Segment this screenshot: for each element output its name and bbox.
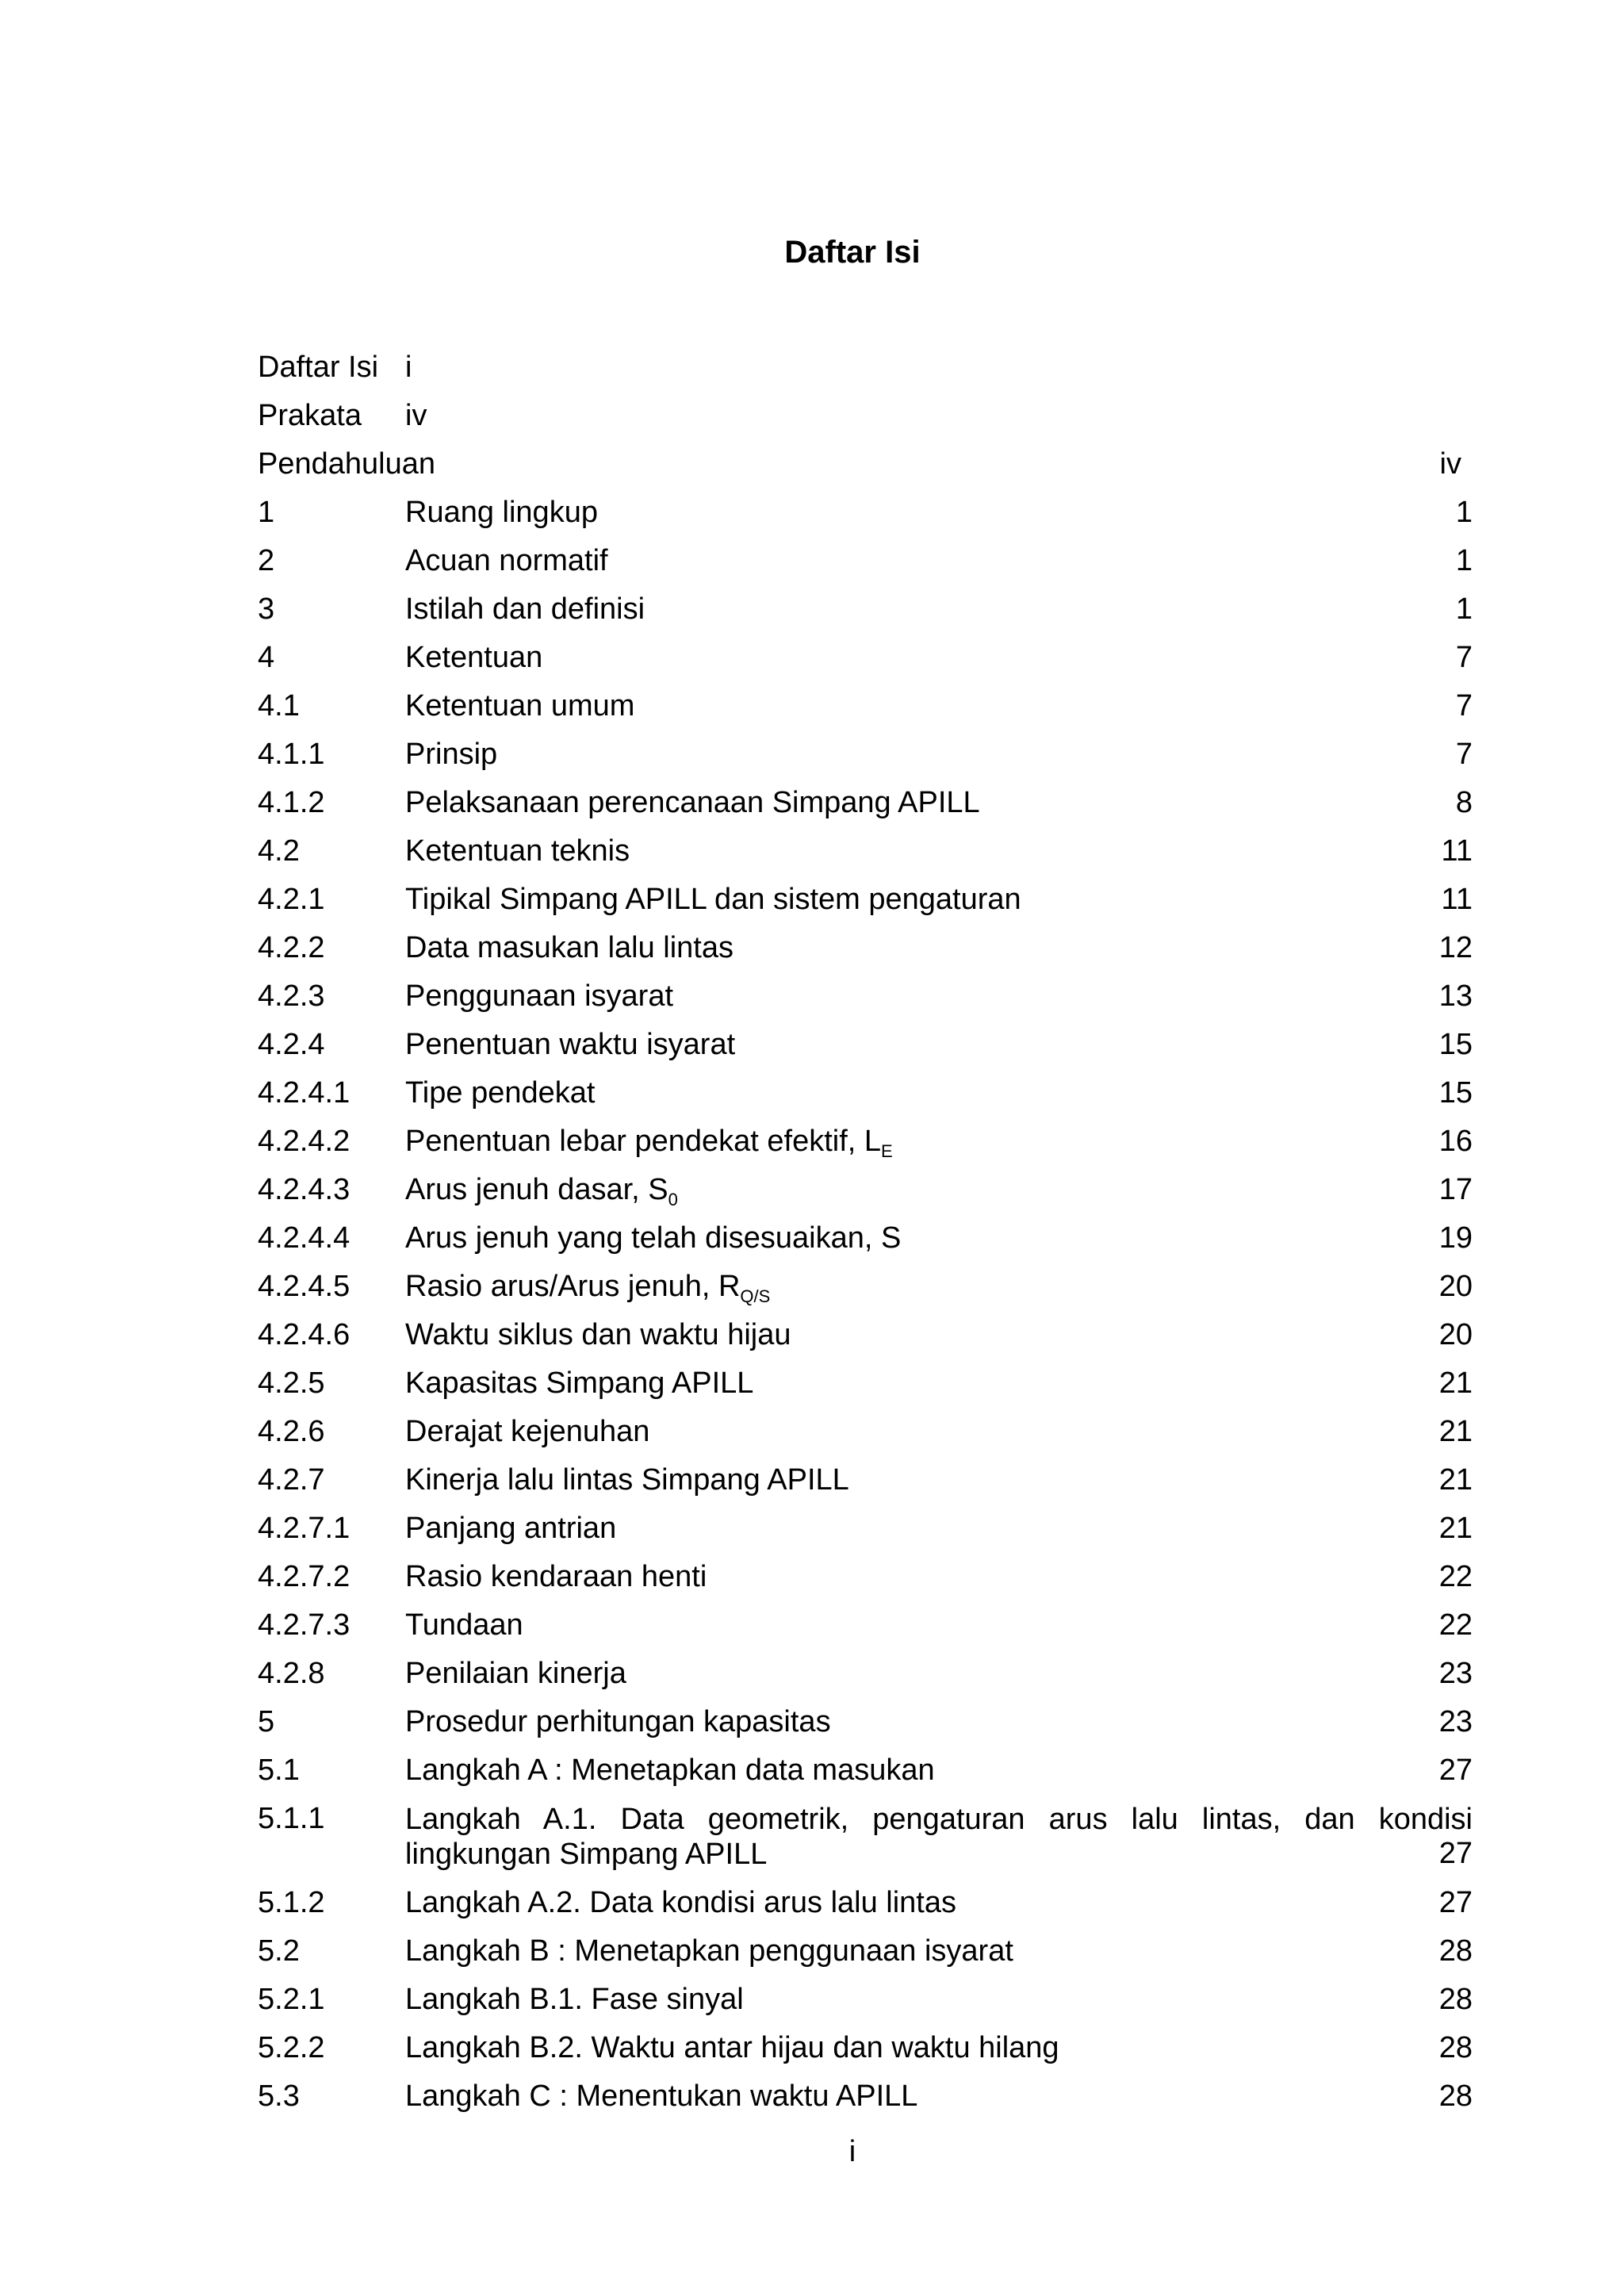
toc-entry-number: 4.2.4.4 bbox=[258, 1221, 350, 1255]
toc-entry bbox=[258, 2024, 1473, 2072]
subscript: 0 bbox=[668, 1190, 678, 1209]
toc-entry bbox=[258, 682, 1473, 730]
toc-entry-page: 19 bbox=[1438, 1221, 1473, 1255]
toc-entry-page: 21 bbox=[1438, 1512, 1473, 1545]
toc-entry bbox=[258, 779, 1473, 827]
toc-entry-page: 28 bbox=[1438, 2031, 1473, 2064]
subscript: E bbox=[881, 1141, 893, 1161]
toc-entry-page: 28 bbox=[1438, 1983, 1473, 2016]
toc-entry-page: 17 bbox=[1438, 1173, 1473, 1206]
toc-entry-number: 4.2.7 bbox=[258, 1463, 325, 1497]
toc-entry-page: 7 bbox=[1455, 641, 1473, 674]
toc-entry bbox=[258, 1456, 1473, 1504]
toc-entry-label: Langkah B.1. Fase sinyal bbox=[405, 1983, 744, 2016]
toc-entry-page: 16 bbox=[1438, 1125, 1473, 1158]
toc-entry bbox=[258, 392, 1473, 440]
toc-entry-page: 1 bbox=[1455, 496, 1473, 529]
toc-entry bbox=[258, 343, 1473, 392]
toc-entry-number: 5.2.1 bbox=[258, 1983, 325, 2016]
toc-entry-label: Penggunaan isyarat bbox=[405, 979, 674, 1013]
toc-entry-label: Panjang antrian bbox=[405, 1512, 617, 1545]
toc-entry-number: 5.1 bbox=[258, 1754, 300, 1787]
toc-entry-number: 4.1.1 bbox=[258, 738, 325, 771]
toc-entry-label: Ketentuan bbox=[405, 641, 543, 674]
toc-entry-page: 22 bbox=[1438, 1608, 1473, 1642]
toc-entry-number: 5.1.1 bbox=[258, 1802, 325, 1835]
toc-entry-number: 4.2.3 bbox=[258, 979, 325, 1013]
toc-entry-label: Tipe pendekat bbox=[405, 1076, 596, 1110]
toc-entry-page: 20 bbox=[1438, 1270, 1473, 1303]
toc-entry bbox=[258, 972, 1473, 1021]
page-title: Daftar Isi bbox=[784, 235, 921, 270]
toc-entry-label: Prinsip bbox=[405, 738, 498, 771]
toc-entry bbox=[258, 537, 1473, 585]
toc-entry-page: 27 bbox=[1438, 1886, 1473, 1919]
toc-entry bbox=[258, 827, 1473, 876]
toc-entry bbox=[258, 1927, 1473, 1976]
toc-entry bbox=[258, 876, 1473, 924]
toc-entry-label bbox=[405, 1117, 893, 1166]
toc-entry-label: Waktu siklus dan waktu hijau bbox=[405, 1318, 791, 1351]
toc-entry-label: Arus jenuh yang telah disesuaikan, S bbox=[405, 1221, 902, 1255]
toc-entry-page: iv bbox=[1439, 447, 1461, 481]
toc-entry bbox=[258, 730, 1473, 779]
toc-entry-page: 21 bbox=[1438, 1366, 1473, 1400]
toc-entry-number: 5 bbox=[258, 1705, 275, 1738]
toc-entry-number: 4.2.2 bbox=[258, 931, 325, 964]
toc-entry-number: 4.2.4.3 bbox=[258, 1173, 350, 1206]
toc-entry-label: i bbox=[405, 351, 412, 384]
toc-entry bbox=[258, 1117, 1473, 1166]
toc-entry-number: 4 bbox=[258, 641, 275, 674]
toc-entry-label: Tundaan bbox=[405, 1608, 523, 1642]
toc-entry-number: 4.1.2 bbox=[258, 786, 325, 819]
toc-entry-label: Langkah A : Menetapkan data masukan bbox=[405, 1754, 935, 1787]
toc-entry-label: Ketentuan umum bbox=[405, 689, 635, 723]
toc-entry-label bbox=[405, 1166, 678, 1214]
toc-entry-label-text: Arus jenuh dasar, S bbox=[405, 1173, 668, 1206]
toc-entry-page: 21 bbox=[1438, 1415, 1473, 1448]
toc-entry bbox=[258, 1650, 1473, 1698]
toc-entry-label: Langkah C : Menentukan waktu APILL bbox=[405, 2079, 918, 2113]
toc-entry bbox=[258, 2072, 1473, 2121]
toc-entry-number: 5.1.2 bbox=[258, 1886, 325, 1919]
toc-entry-number: Pendahuluan bbox=[258, 447, 435, 481]
toc-entry-number: 3 bbox=[258, 592, 275, 626]
toc-entry bbox=[258, 634, 1473, 682]
toc-entry-page: 21 bbox=[1438, 1463, 1473, 1497]
toc-entry-page: 20 bbox=[1438, 1318, 1473, 1351]
toc-entry-number: 5.2.2 bbox=[258, 2031, 325, 2064]
toc-entry-number: 1 bbox=[258, 496, 275, 529]
toc-entry-label bbox=[405, 1795, 1473, 1872]
toc-entry bbox=[258, 1698, 1473, 1746]
toc-entry-page: 15 bbox=[1438, 1076, 1473, 1110]
toc-entry-page: 8 bbox=[1455, 786, 1473, 819]
toc-entry-number: 4.2.4.5 bbox=[258, 1270, 350, 1303]
toc-entry-number: 4.2.4 bbox=[258, 1028, 325, 1061]
toc-entry-page: 23 bbox=[1438, 1705, 1473, 1738]
toc-entry bbox=[258, 1069, 1473, 1117]
toc-entry-number: 4.2.7.3 bbox=[258, 1608, 350, 1642]
toc-entry-number: 4.2 bbox=[258, 834, 300, 868]
toc-entry-page: 1 bbox=[1455, 592, 1473, 626]
toc-entry bbox=[258, 440, 1473, 489]
toc-entry-number: 4.2.6 bbox=[258, 1415, 325, 1448]
toc-entry-label: Langkah B : Menetapkan penggunaan isyarat bbox=[405, 1934, 1013, 1968]
toc-entry-page: 27 bbox=[1438, 1754, 1473, 1787]
toc-entry-page: 11 bbox=[1441, 834, 1473, 868]
toc-entry-page: 12 bbox=[1438, 931, 1473, 964]
toc-entry bbox=[258, 1601, 1473, 1650]
toc-entry-page: 1 bbox=[1455, 544, 1473, 577]
toc-entry-label: Data masukan lalu lintas bbox=[405, 931, 733, 964]
toc-entry-label: Langkah A.2. Data kondisi arus lalu lintas bbox=[405, 1886, 956, 1919]
toc-entry-label: Rasio kendaraan henti bbox=[405, 1560, 707, 1593]
page-number: i bbox=[848, 2135, 856, 2168]
toc-entry-label: Kapasitas Simpang APILL bbox=[405, 1366, 754, 1400]
toc-entry-page: 13 bbox=[1438, 979, 1473, 1013]
toc-entry-number: 4.2.4.1 bbox=[258, 1076, 350, 1110]
toc-entry-label-text: Penentuan lebar pendekat efektif, L bbox=[405, 1125, 882, 1158]
toc-entry-number: 5.3 bbox=[258, 2079, 300, 2113]
toc-entry bbox=[258, 1166, 1473, 1214]
toc-entry-label: Acuan normatif bbox=[405, 544, 608, 577]
toc-entry-label-text: Rasio arus/Arus jenuh, R bbox=[405, 1270, 741, 1303]
toc-entry-label-line2: lingkungan Simpang APILL bbox=[405, 1838, 768, 1871]
toc-entry-page: 22 bbox=[1438, 1560, 1473, 1593]
toc-entry bbox=[258, 1311, 1473, 1359]
toc-entry-number: Prakata bbox=[258, 399, 362, 432]
toc-entry-label bbox=[405, 1263, 770, 1311]
toc-entry-label: Penilaian kinerja bbox=[405, 1657, 626, 1690]
table-of-contents bbox=[258, 343, 1473, 2121]
toc-entry-number: 4.2.4.6 bbox=[258, 1318, 350, 1351]
toc-entry-number: 4.2.5 bbox=[258, 1366, 325, 1400]
toc-entry bbox=[258, 1263, 1473, 1311]
toc-entry-label: Istilah dan definisi bbox=[405, 592, 645, 626]
toc-entry-label: Penentuan waktu isyarat bbox=[405, 1028, 736, 1061]
toc-entry bbox=[258, 1879, 1473, 1927]
subscript: Q/S bbox=[740, 1286, 771, 1306]
toc-entry bbox=[258, 1504, 1473, 1553]
toc-entry-label: Tipikal Simpang APILL dan sistem pengaturan bbox=[405, 883, 1021, 916]
toc-entry-label: Pelaksanaan perencanaan Simpang APILL bbox=[405, 786, 980, 819]
toc-entry bbox=[258, 924, 1473, 972]
toc-entry-label: Derajat kejenuhan bbox=[405, 1415, 650, 1448]
toc-entry bbox=[258, 1553, 1473, 1601]
toc-entry bbox=[258, 1408, 1473, 1456]
toc-entry-page: 15 bbox=[1438, 1028, 1473, 1061]
toc-entry-number: 5.2 bbox=[258, 1934, 300, 1968]
toc-entry bbox=[258, 1214, 1473, 1263]
toc-entry bbox=[258, 1795, 1473, 1879]
toc-entry-number: 4.2.7.1 bbox=[258, 1512, 350, 1545]
toc-entry-number: 4.2.4.2 bbox=[258, 1125, 350, 1158]
toc-entry-label: Kinerja lalu lintas Simpang APILL bbox=[405, 1463, 849, 1497]
toc-entry-page: 23 bbox=[1438, 1657, 1473, 1690]
toc-entry bbox=[258, 1021, 1473, 1069]
toc-entry bbox=[258, 585, 1473, 634]
toc-entry-number: 4.1 bbox=[258, 689, 300, 723]
toc-entry bbox=[258, 1359, 1473, 1408]
toc-entry-page: 28 bbox=[1438, 2079, 1473, 2113]
toc-entry-page: 7 bbox=[1455, 738, 1473, 771]
toc-entry-number: 2 bbox=[258, 544, 275, 577]
toc-entry-number: Daftar Isi bbox=[258, 351, 379, 384]
toc-entry-number: 4.2.1 bbox=[258, 883, 325, 916]
toc-entry-page: 28 bbox=[1438, 1934, 1473, 1968]
toc-entry-page: 11 bbox=[1441, 883, 1473, 916]
toc-entry bbox=[258, 1976, 1473, 2024]
toc-entry-number: 4.2.8 bbox=[258, 1657, 325, 1690]
toc-entry-label: iv bbox=[405, 399, 427, 432]
toc-entry-page: 27 bbox=[1438, 1837, 1473, 1870]
toc-entry-number: 4.2.7.2 bbox=[258, 1560, 350, 1593]
toc-entry bbox=[258, 489, 1473, 537]
toc-entry-page: 7 bbox=[1455, 689, 1473, 723]
toc-entry-label: Langkah B.2. Waktu antar hijau dan waktu hilang bbox=[405, 2031, 1059, 2064]
toc-entry bbox=[258, 1746, 1473, 1795]
toc-entry-label-line1: Langkah A.1. Data geometrik, pengaturan arus lalu lintas, dan kondisi bbox=[405, 1803, 1473, 1836]
toc-entry-label: Ketentuan teknis bbox=[405, 834, 630, 868]
toc-entry-label: Prosedur perhitungan kapasitas bbox=[405, 1705, 831, 1738]
toc-entry-label: Ruang lingkup bbox=[405, 496, 598, 529]
